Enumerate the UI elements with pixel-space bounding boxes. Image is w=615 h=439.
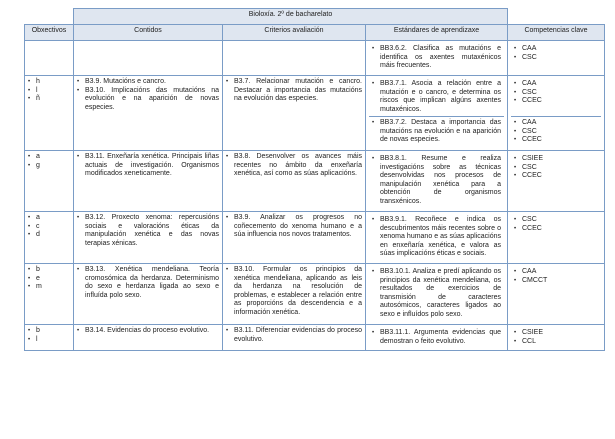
criterion-item (226, 214, 362, 240)
contents-cell (74, 151, 223, 212)
bullet-marker: • (28, 96, 31, 103)
standard-item-text: BB3.7.1. Asocia a relación entre a mutación e o cancro, e determina os riscos que implican algúns axentes mutaxénicos. (380, 80, 501, 113)
standard-item-text: BB3.6.2. Clasifica as mutacións e identifica os axentes mutaxénicos máis frecuentes. (380, 45, 501, 70)
competence-item-text: CMCCT (522, 276, 548, 284)
bullet-marker: • (514, 277, 517, 284)
competence-item-text: CSIEE (522, 329, 544, 336)
objective-item-text: a (36, 153, 40, 160)
bullet-marker: • (372, 156, 375, 162)
objective-item-text: h (36, 78, 40, 85)
blank-corner (25, 9, 74, 25)
criterion-item-text: B3.10. Formular os principios da xenética mendeliana, aplicando as leis da herdanza na resolución de problemas, e establecer a relación entre as proporcións da descendencia e a información xenética. (234, 266, 362, 316)
bullet-marker: • (514, 89, 517, 96)
criterion-item-text: B3.7. Relacionar mutación e cancro. Destacar a importancia das mutacións na evolución das especies. (234, 78, 362, 103)
standards-cell (366, 264, 508, 325)
bullet-marker: • (514, 137, 517, 144)
competences-cell (508, 212, 605, 264)
blank-corner-right (508, 9, 605, 25)
competence-item (514, 97, 598, 106)
title-row (25, 9, 605, 25)
competence-group (511, 214, 601, 261)
criterion-item (226, 327, 362, 344)
bullet-marker: • (28, 232, 31, 239)
content-item (77, 87, 219, 113)
bullet-marker: • (77, 79, 80, 85)
competence-group (511, 78, 601, 116)
header-row (25, 25, 605, 41)
competence-item (514, 89, 598, 98)
competence-item-text: CCEC (522, 224, 542, 232)
objective-item-text: e (36, 274, 40, 282)
standard-group (369, 327, 504, 348)
header-contents: Contidos (74, 25, 223, 41)
competence-group (511, 327, 601, 348)
standard-group (369, 153, 504, 209)
header-standards: Estándares de aprendizaxe (366, 25, 508, 41)
standard-item (372, 268, 501, 320)
criterion-item-text: B3.8. Desenvolver os avances máis recentes no ámbito da enxeñaría xenética, así como as súas aplicacións. (234, 153, 362, 178)
standard-group (369, 214, 504, 261)
curriculum-table (24, 8, 605, 351)
standard-item-text: BB3.7.2. Destaca a importancia das mutacións na evolución e na aparición de novas especies. (380, 119, 501, 144)
competences-cell (508, 76, 605, 151)
contents-cell (74, 76, 223, 151)
standard-item (372, 155, 501, 207)
competence-item (514, 164, 598, 173)
competence-item (514, 119, 598, 128)
standard-item-text: BB3.11.1. Argumenta evidencias que demostran o feito evolutivo. (380, 329, 501, 345)
content-item (77, 153, 219, 179)
objective-item-text: l (36, 335, 38, 343)
objectives-cell (25, 212, 74, 264)
bullet-marker: • (28, 267, 31, 273)
objective-item (28, 327, 70, 336)
competence-item (514, 225, 598, 234)
bullet-marker: • (372, 46, 375, 52)
bullet-marker: • (514, 81, 517, 87)
bullet-marker: • (514, 330, 517, 336)
standard-group (369, 43, 504, 73)
competence-item-text: CSC (522, 127, 537, 135)
bullet-marker: • (226, 154, 229, 160)
competence-item-text: CCEC (522, 136, 542, 144)
standard-group (369, 266, 504, 322)
objective-item (28, 87, 70, 96)
criterion-item (226, 153, 362, 179)
bullet-marker: • (514, 269, 517, 275)
bullet-marker: • (28, 87, 31, 94)
competence-item (514, 329, 598, 338)
competence-item-text: CSC (522, 216, 537, 223)
competence-item (514, 268, 598, 277)
competence-item (514, 155, 598, 164)
contents-cell (74, 264, 223, 325)
competences-cell (508, 151, 605, 212)
criteria-cell (223, 325, 366, 351)
standard-item (372, 119, 501, 145)
bullet-marker: • (28, 328, 31, 334)
objective-item-text: m (36, 283, 42, 291)
bullet-marker: • (226, 328, 229, 334)
objective-item (28, 275, 70, 284)
objective-item (28, 214, 70, 223)
objective-item (28, 153, 70, 162)
standards-cell (366, 325, 508, 351)
competence-item-text: CAA (522, 119, 537, 126)
bullet-marker: • (372, 120, 375, 126)
objective-item-text: d (36, 231, 40, 239)
bullet-marker: • (372, 330, 375, 336)
standard-item (372, 216, 501, 259)
competence-item (514, 277, 598, 286)
criteria-cell (223, 76, 366, 151)
objective-item (28, 283, 70, 292)
bullet-marker: • (514, 128, 517, 135)
bullet-marker: • (514, 54, 517, 61)
competence-item-text: CAA (522, 45, 537, 52)
objective-item (28, 162, 70, 171)
bullet-marker: • (28, 336, 31, 343)
contents-cell (74, 212, 223, 264)
bullet-marker: • (372, 81, 375, 87)
criterion-item (226, 78, 362, 104)
competence-item (514, 172, 598, 181)
table-body (25, 41, 605, 351)
competence-item-text: CAA (522, 268, 537, 275)
objectives-cell (25, 325, 74, 351)
objective-item (28, 95, 70, 104)
table-title: Bioloxía. 2º de bacharelato (74, 9, 508, 25)
bullet-marker: • (226, 79, 229, 85)
standard-group (369, 116, 504, 148)
competences-cell (508, 325, 605, 351)
content-item-text: B3.10. Implicacións das mutacións na evolución e na aparición de novas especies. (85, 86, 219, 111)
criterion-item (226, 266, 362, 318)
bullet-marker: • (372, 269, 375, 275)
bullet-marker: • (514, 338, 517, 345)
standard-item (372, 80, 501, 114)
objective-item (28, 223, 70, 232)
table-row (25, 76, 605, 151)
competence-item-text: CSC (522, 163, 537, 171)
competence-group (511, 153, 601, 209)
header-criteria: Criterios avaliación (223, 25, 366, 41)
content-item (77, 266, 219, 300)
content-item-text: B3.14. Evidencias do proceso evolutivo. (85, 327, 210, 334)
standard-item-text: BB3.10.1. Analiza e predí aplicando os principios da xenética mendeliana, os resultados de exercicios de transmisión de caracteres autosómicos, caracteres ligados ao sexo e influídos polo sexo. (380, 268, 501, 318)
objective-item-text: g (36, 161, 40, 169)
content-item-text: B3.13. Xenética mendeliana. Teoría cromosómica da herdanza. Determinismo do sexo e herdanza ligada ao sexo e influída polo sexo. (85, 266, 219, 299)
objectives-cell (25, 264, 74, 325)
competences-cell (508, 264, 605, 325)
bullet-marker: • (28, 223, 31, 230)
competence-item (514, 128, 598, 137)
competence-group (511, 116, 601, 148)
objective-item (28, 336, 70, 345)
bullet-marker: • (514, 164, 517, 171)
bullet-marker: • (28, 215, 31, 221)
competence-item-text: CSC (522, 88, 537, 96)
bullet-marker: • (77, 154, 80, 160)
objective-item (28, 231, 70, 240)
criteria-cell (223, 212, 366, 264)
table-row (25, 212, 605, 264)
standards-cell (366, 41, 508, 76)
competence-item (514, 45, 598, 54)
competence-item-text: CCEC (522, 172, 542, 180)
standards-cell (366, 76, 508, 151)
criterion-item-text: B3.9. Analizar os progresos no coñecemento do xenoma humano e a súa influencia nos novos tratamentos. (234, 214, 362, 239)
table-row (25, 151, 605, 212)
content-item (77, 78, 219, 87)
bullet-marker: • (226, 215, 229, 221)
content-item-text: B3.12. Proxecto xenoma: repercusións sociais e valoracións éticas da manipulación xenética e das novas terapias xénicas. (85, 214, 219, 247)
objectives-cell (25, 76, 74, 151)
bullet-marker: • (514, 173, 517, 180)
competence-group (511, 266, 601, 322)
header-objectives: Obxectivos (25, 25, 74, 41)
standard-item-text: BB3.8.1. Resume e realiza investigacións sobre as técnicas desenvolvidas nos procesos de manipulación xenética para a obtención de organismos transxénicos. (380, 155, 501, 205)
competence-item (514, 338, 598, 347)
objective-item (28, 266, 70, 275)
table-row (25, 264, 605, 325)
bullet-marker: • (28, 162, 31, 169)
criteria-cell (223, 151, 366, 212)
competence-item-text: CCL (522, 337, 537, 345)
objective-item-text: l (36, 86, 38, 94)
bullet-marker: • (226, 267, 229, 273)
objective-item-text: c (36, 222, 40, 230)
objectives-cell (25, 41, 74, 76)
bullet-marker: • (28, 275, 31, 282)
bullet-marker: • (514, 217, 517, 223)
criteria-cell (223, 264, 366, 325)
competence-group (511, 43, 601, 73)
bullet-marker: • (77, 328, 80, 334)
bullet-marker: • (28, 79, 31, 85)
header-competences: Competencias clave (508, 25, 605, 41)
bullet-marker: • (514, 156, 517, 162)
standards-cell (366, 151, 508, 212)
bullet-marker: • (372, 217, 375, 223)
contents-cell (74, 41, 223, 76)
competence-item (514, 54, 598, 63)
criteria-cell (223, 41, 366, 76)
objective-item-text: b (36, 266, 40, 273)
standard-item (372, 329, 501, 346)
bullet-marker: • (514, 225, 517, 232)
standard-group (369, 78, 504, 116)
competences-cell (508, 41, 605, 76)
table-row (25, 325, 605, 351)
objective-item-text: a (36, 214, 40, 221)
bullet-marker: • (514, 120, 517, 126)
competence-item (514, 80, 598, 89)
competence-item-text: CSC (522, 53, 537, 61)
bullet-marker: • (28, 284, 31, 291)
bullet-marker: • (28, 154, 31, 160)
bullet-marker: • (514, 98, 517, 105)
competence-item (514, 216, 598, 225)
content-item-text: B3.11. Enxeñaría xenética. Principais liñas actuais de investigación. Organismos modificados xeneticamente. (85, 153, 219, 178)
content-item (77, 214, 219, 248)
bullet-marker: • (514, 46, 517, 52)
competence-item (514, 136, 598, 145)
standard-item (372, 45, 501, 71)
standard-item-text: BB3.9.1. Recoñece e indica os descubrimentos máis recentes sobre o xenoma humano e as súas aplicacións en enxeñaría xenética, e valora as súas implicacións éticas e sociais. (380, 216, 501, 258)
competence-item-text: CSIEE (522, 155, 544, 162)
competence-item-text: CCEC (522, 97, 542, 105)
criterion-item-text: B3.11. Diferenciar evidencias do proceso evolutivo. (234, 327, 362, 343)
content-item (77, 327, 219, 336)
objectives-cell (25, 151, 74, 212)
objective-item (28, 78, 70, 87)
table-row (25, 41, 605, 76)
bullet-marker: • (77, 87, 80, 94)
competence-item-text: CAA (522, 80, 537, 87)
objective-item-text: b (36, 327, 40, 334)
content-item-text: B3.9. Mutacións e cancro. (85, 78, 166, 85)
bullet-marker: • (77, 215, 80, 221)
bullet-marker: • (77, 267, 80, 273)
standards-cell (366, 212, 508, 264)
contents-cell (74, 325, 223, 351)
objective-item-text: ñ (36, 95, 40, 103)
